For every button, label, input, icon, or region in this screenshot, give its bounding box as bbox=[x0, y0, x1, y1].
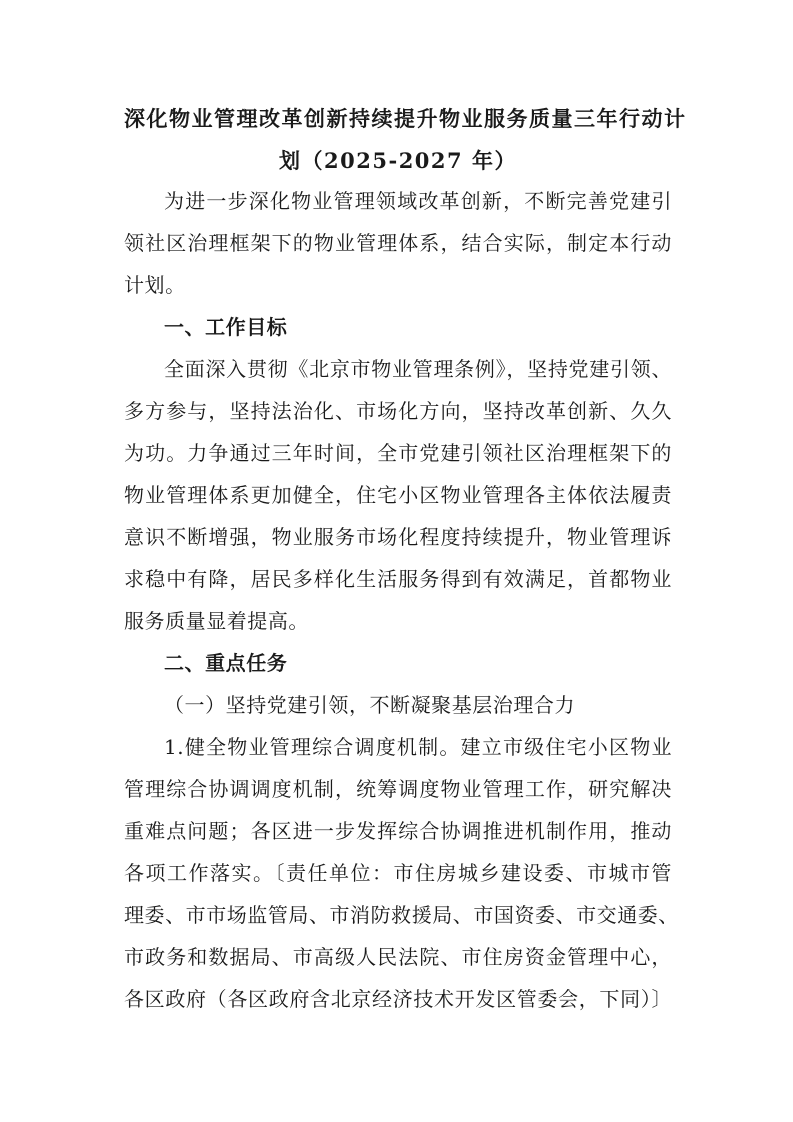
subsection-1-heading: （一）坚持党建引领，不断凝聚基层治理合力 bbox=[164, 693, 575, 717]
section-1-line-5: 意识不断增强，物业服务市场化程度持续提升，物业管理诉 bbox=[124, 525, 672, 549]
section-1-line-6: 求稳中有降，居民多样化生活服务得到有效满足，首都物业 bbox=[124, 567, 672, 591]
intro-line-3: 计划。 bbox=[124, 273, 186, 297]
section-1-line-4: 物业管理体系更加健全，住宅小区物业管理各主体依法履责 bbox=[124, 483, 672, 507]
section-1-heading: 一、工作目标 bbox=[164, 315, 288, 339]
document-title-line-2: 划（2025-2027 年） bbox=[279, 148, 517, 173]
section-1-line-1: 全面深入贯彻《北京市物业管理条例》，坚持党建引领、 bbox=[164, 357, 672, 381]
item-1-line-1: 1.健全物业管理综合调度机制。建立市级住宅小区物业 bbox=[164, 735, 672, 759]
document-title-line-1: 深化物业管理改革创新持续提升物业服务质量三年行动计 bbox=[124, 106, 687, 131]
item-1-line-6: 市政务和数据局、市高级人民法院、市住房资金管理中心， bbox=[124, 945, 672, 969]
section-1-line-3: 为功。力争通过三年时间，全市党建引领社区治理框架下的 bbox=[124, 441, 672, 465]
item-1-line-4: 各项工作落实。〔责任单位：市住房城乡建设委、市城市管 bbox=[124, 861, 672, 885]
item-1-line-7: 各区政府（各区政府含北京经济技术开发区管委会，下同）〕 bbox=[124, 987, 672, 1011]
item-1-line-2: 管理综合协调调度机制，统筹调度物业管理工作，研究解决 bbox=[124, 777, 672, 801]
intro-line-1: 为进一步深化物业管理领域改革创新，不断完善党建引 bbox=[164, 189, 672, 213]
intro-line-2: 领社区治理框架下的物业管理体系，结合实际，制定本行动 bbox=[124, 231, 672, 255]
section-2-heading: 二、重点任务 bbox=[164, 651, 288, 675]
item-1-line-3: 重难点问题；各区进一步发挥综合协调推进机制作用，推动 bbox=[124, 819, 672, 843]
section-1-line-7: 服务质量显着提高。 bbox=[124, 609, 309, 633]
item-1-line-5: 理委、市市场监管局、市消防救援局、市国资委、市交通委、 bbox=[124, 903, 679, 927]
section-1-line-2: 多方参与，坚持法治化、市场化方向，坚持改革创新、久久 bbox=[124, 399, 672, 423]
